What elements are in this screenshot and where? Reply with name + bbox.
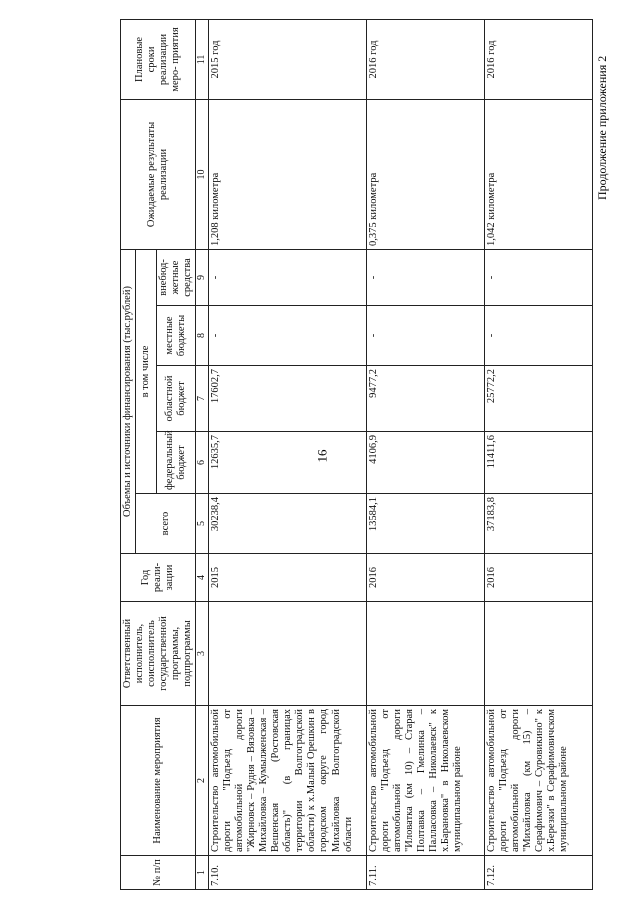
- row-name: Строительство автомобильной дороги "Подъезд от автомобильной дороги "Жирновск – Рудня – Вязовка – Михайловка – Кумылженская – Вешенская (Ростовская область)" (в границах территории Волгоградской области) к х.Малый Орешкин в городском округе город Михайловка Волгоградской области: [208, 706, 366, 856]
- column-number: 4: [196, 554, 209, 602]
- row-year: 2015: [208, 554, 366, 602]
- row-executor: [484, 602, 592, 706]
- row-result: 1,042 километра: [484, 99, 592, 249]
- row-name: Строительство автомобильной дороги "Подъезд от автомобильной дороги "Михайловка (км 15) – Серафимович – Суровикино" к х.Березки" в Серафимовичском муниципальном районе: [484, 706, 592, 856]
- table-row: [366, 19, 484, 889]
- row-term: 2016 год: [484, 19, 592, 99]
- activities-table: [120, 19, 593, 890]
- header-offbudget: внебюд- жетные средства: [157, 249, 196, 305]
- row-total: 37183,8: [484, 494, 592, 554]
- row-total: 30238,4: [208, 494, 366, 554]
- header-terms: Плановые сроки реализации меро- приятия: [121, 19, 196, 99]
- row-regional: 17602,7: [208, 366, 366, 432]
- header-results: Ожидаемые результаты реализации: [121, 99, 196, 249]
- header-name: Наименование мероприятия: [121, 706, 196, 856]
- row-total: 13584,1: [366, 494, 484, 554]
- column-number: 3: [196, 602, 209, 706]
- column-number: 11: [196, 19, 209, 99]
- row-federal: 11411,6: [484, 432, 592, 494]
- row-regional: 25772,2: [484, 366, 592, 432]
- row-local: -: [366, 306, 484, 366]
- header-funding: Объемы и источники финансирования (тыс.рублей): [121, 249, 136, 553]
- row-name: Строительство автомобильной дороги "Подъезд от автомобильной дороги "Иловатка (км 10) – Старая Полтавка – Гмелинка – Палласовка – Николаевск" к х.Барановка" в Николаевском муниципальном районе: [366, 706, 484, 856]
- column-number: 6: [196, 432, 209, 494]
- table-row: [208, 19, 366, 889]
- row-executor: [208, 602, 366, 706]
- row-year: 2016: [484, 554, 592, 602]
- header-total: всего: [136, 494, 196, 554]
- header-federal: федеральный бюджет: [157, 432, 196, 494]
- row-num: 7.12.: [484, 856, 592, 890]
- header-num: № п/п: [121, 856, 196, 890]
- row-year: 2016: [366, 554, 484, 602]
- row-offbudget: -: [208, 249, 366, 305]
- row-offbudget: -: [366, 249, 484, 305]
- column-number: 7: [196, 366, 209, 432]
- header-year: Год реали- зации: [121, 554, 196, 602]
- row-federal: 12635,7: [208, 432, 366, 494]
- page-number: 16: [314, 449, 330, 463]
- header-executor: Ответственный исполнитель, соисполнитель государственной программы, подпрограммы: [121, 602, 196, 706]
- row-federal: 4106,9: [366, 432, 484, 494]
- row-num: 7.10.: [208, 856, 366, 890]
- column-number: 5: [196, 494, 209, 554]
- column-number: 8: [196, 306, 209, 366]
- row-term: 2016 год: [366, 19, 484, 99]
- column-number: 9: [196, 249, 209, 305]
- continuation-text: Продолжение приложения 2: [595, 55, 609, 200]
- row-result: 0,375 километра: [366, 99, 484, 249]
- row-regional: 9477,2: [366, 366, 484, 432]
- table-row: [484, 19, 592, 889]
- row-num: 7.11.: [366, 856, 484, 890]
- row-term: 2015 год: [208, 19, 366, 99]
- header-regional: областной бюджет: [157, 366, 196, 432]
- header-in-that: в том числе: [136, 249, 157, 493]
- row-offbudget: -: [484, 249, 592, 305]
- row-executor: [366, 602, 484, 706]
- header-local: местные бюджеты: [157, 306, 196, 366]
- row-result: 1,208 километра: [208, 99, 366, 249]
- row-local: -: [208, 306, 366, 366]
- row-local: -: [484, 306, 592, 366]
- rotated-table-wrapper: [120, 20, 640, 890]
- column-number: 1: [196, 856, 209, 890]
- column-number: 10: [196, 99, 209, 249]
- column-number: 2: [196, 706, 209, 856]
